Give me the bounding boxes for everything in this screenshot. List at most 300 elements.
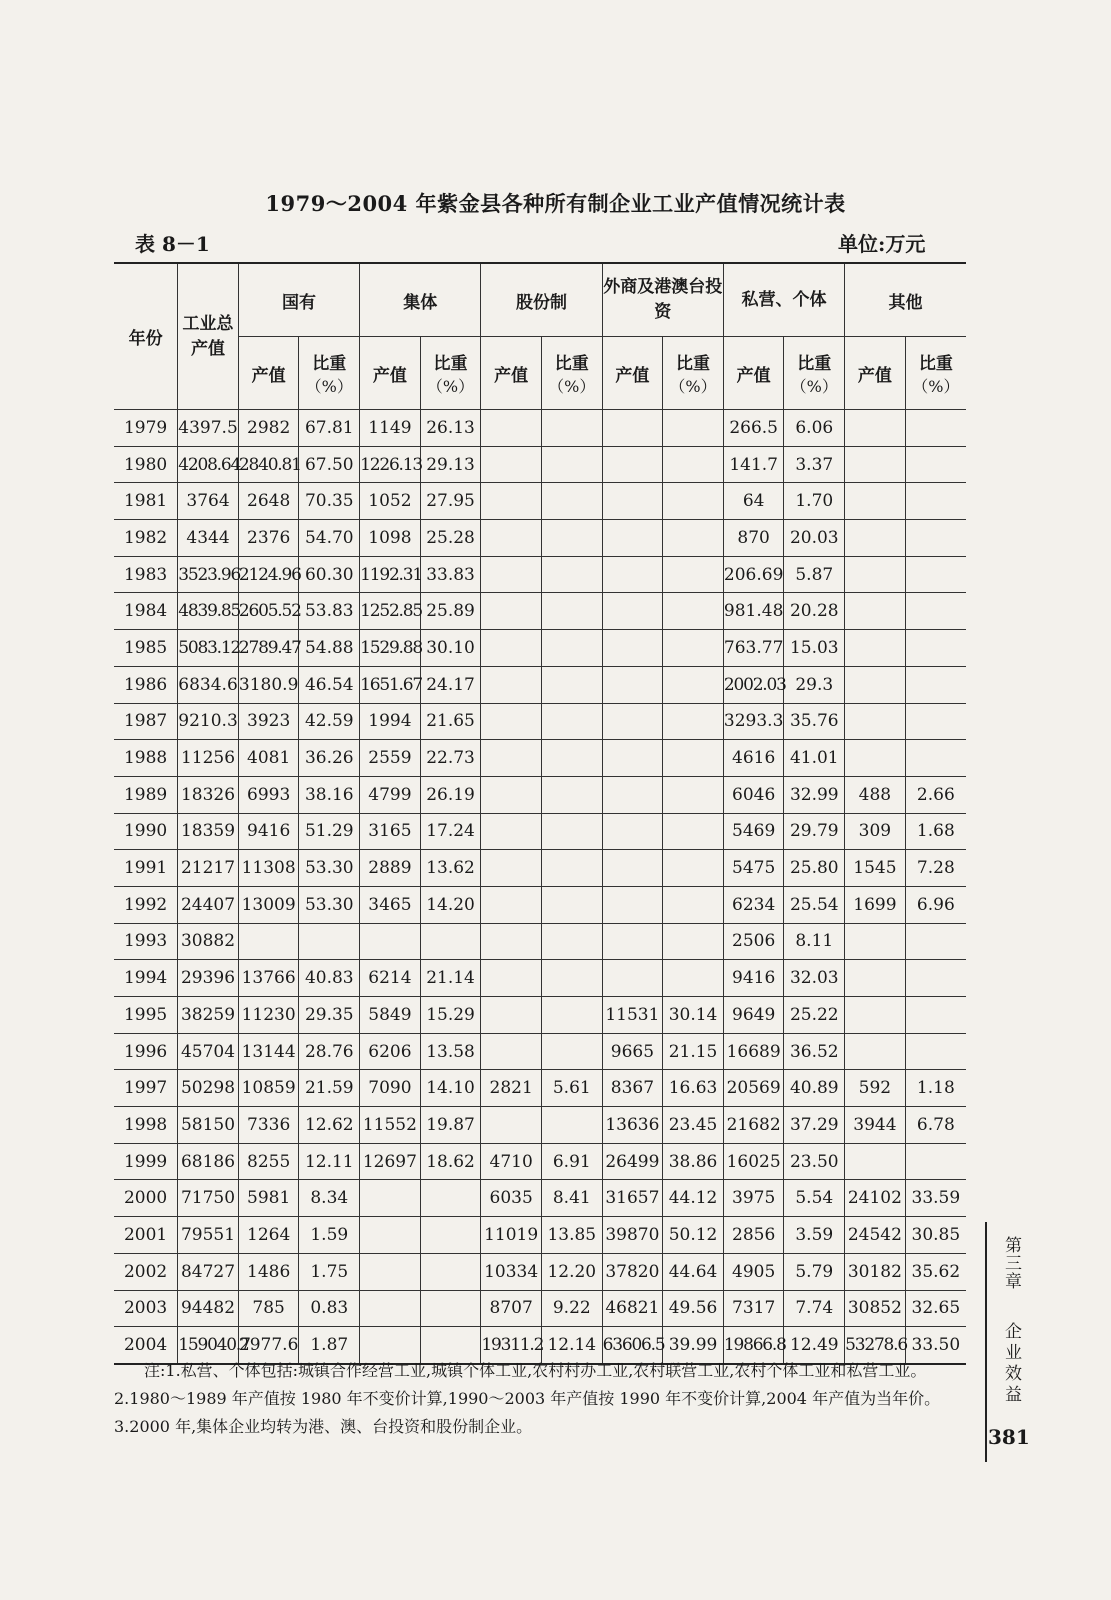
value-cell	[481, 923, 542, 960]
value-cell	[663, 483, 724, 520]
value-cell: 2821	[481, 1070, 542, 1107]
value-cell: 2889	[360, 850, 421, 887]
value-cell: 29.79	[784, 813, 845, 850]
year-cell: 1994	[114, 960, 178, 997]
value-cell: 592	[845, 1070, 906, 1107]
value-cell: 2.66	[905, 776, 966, 813]
year-cell: 1989	[114, 776, 178, 813]
year-cell: 1996	[114, 1033, 178, 1070]
value-cell: 2648	[238, 483, 299, 520]
value-cell: 58150	[178, 1107, 239, 1144]
value-cell: 21.15	[663, 1033, 724, 1070]
year-cell: 1981	[114, 483, 178, 520]
value-cell: 23.50	[784, 1143, 845, 1180]
value-cell: 33.50	[905, 1327, 966, 1364]
value-cell: 11230	[238, 997, 299, 1034]
value-cell: 11552	[360, 1107, 421, 1144]
value-cell	[360, 1253, 421, 1290]
value-cell: 27.95	[420, 483, 481, 520]
value-cell: 68186	[178, 1143, 239, 1180]
value-cell	[905, 1033, 966, 1070]
value-cell: 5.54	[784, 1180, 845, 1217]
value-cell	[360, 923, 421, 960]
value-cell: 28.76	[299, 1033, 360, 1070]
value-cell: 2506	[723, 923, 784, 960]
subheader-value: 产值	[723, 337, 784, 410]
value-cell: 39.99	[663, 1327, 724, 1364]
value-cell: 16689	[723, 1033, 784, 1070]
value-cell: 19866.8	[723, 1327, 784, 1364]
value-cell: 7317	[723, 1290, 784, 1327]
value-cell	[663, 776, 724, 813]
value-cell: 84727	[178, 1253, 239, 1290]
value-cell: 26499	[602, 1143, 663, 1180]
section-label: 企业效益	[1001, 1322, 1021, 1406]
value-cell	[541, 703, 602, 740]
value-cell: 3.37	[784, 446, 845, 483]
value-cell	[663, 813, 724, 850]
year-cell: 2001	[114, 1217, 178, 1254]
value-cell	[360, 1290, 421, 1327]
value-cell: 40.83	[299, 960, 360, 997]
subheader-share	[420, 337, 481, 410]
value-cell: 19.87	[420, 1107, 481, 1144]
value-cell: 37.29	[784, 1107, 845, 1144]
table-row	[114, 1070, 966, 1107]
value-cell	[602, 483, 663, 520]
value-cell: 26.19	[420, 776, 481, 813]
subheader-percent-unit: （%）	[305, 377, 353, 396]
year-cell: 1982	[114, 520, 178, 557]
value-cell: 4616	[723, 740, 784, 777]
value-cell: 1149	[360, 410, 421, 447]
year-cell: 1983	[114, 556, 178, 593]
header-group-shareholding: 股份制	[481, 263, 602, 337]
value-cell	[845, 1033, 906, 1070]
value-cell: 4344	[178, 520, 239, 557]
table-body	[114, 410, 966, 1364]
value-cell: 37820	[602, 1253, 663, 1290]
value-cell: 44.12	[663, 1180, 724, 1217]
value-cell: 12.62	[299, 1107, 360, 1144]
value-cell: 24542	[845, 1217, 906, 1254]
value-cell: 8255	[238, 1143, 299, 1180]
value-cell: 9649	[723, 997, 784, 1034]
value-cell: 7.74	[784, 1290, 845, 1327]
value-cell: 4799	[360, 776, 421, 813]
value-cell: 21682	[723, 1107, 784, 1144]
value-cell: 9416	[723, 960, 784, 997]
value-cell: 29.13	[420, 446, 481, 483]
value-cell	[663, 850, 724, 887]
value-cell: 488	[845, 776, 906, 813]
value-cell	[541, 776, 602, 813]
subheader-share-label: 比重	[554, 354, 589, 374]
subheader-share	[299, 337, 360, 410]
value-cell: 16.63	[663, 1070, 724, 1107]
value-cell: 94482	[178, 1290, 239, 1327]
value-cell	[905, 960, 966, 997]
value-cell: 159040.7	[178, 1327, 239, 1364]
value-cell: 51.29	[299, 813, 360, 850]
page-number: 381	[988, 1425, 1030, 1449]
value-cell	[481, 703, 542, 740]
value-cell: 2124.96	[238, 556, 299, 593]
value-cell: 12.11	[299, 1143, 360, 1180]
value-cell: 20.28	[784, 593, 845, 630]
value-cell: 7336	[238, 1107, 299, 1144]
subheader-value: 产值	[360, 337, 421, 410]
value-cell: 50.12	[663, 1217, 724, 1254]
value-cell	[663, 630, 724, 667]
table-row	[114, 410, 966, 447]
value-cell: 30182	[845, 1253, 906, 1290]
value-cell: 6.78	[905, 1107, 966, 1144]
value-cell	[541, 630, 602, 667]
value-cell: 33.59	[905, 1180, 966, 1217]
value-cell: 8.34	[299, 1180, 360, 1217]
value-cell	[663, 923, 724, 960]
value-cell: 5.61	[541, 1070, 602, 1107]
value-cell	[663, 520, 724, 557]
value-cell: 6.91	[541, 1143, 602, 1180]
subheader-share-label: 比重	[676, 354, 711, 374]
value-cell: 49.56	[663, 1290, 724, 1327]
value-cell: 20.03	[784, 520, 845, 557]
value-cell: 23.45	[663, 1107, 724, 1144]
value-cell	[481, 410, 542, 447]
year-cell: 2002	[114, 1253, 178, 1290]
table-row	[114, 1253, 966, 1290]
value-cell	[602, 520, 663, 557]
value-cell	[602, 446, 663, 483]
value-cell	[481, 813, 542, 850]
table-row	[114, 630, 966, 667]
table-number: 表 8－1	[135, 232, 210, 256]
value-cell: 29.35	[299, 997, 360, 1034]
value-cell: 2376	[238, 520, 299, 557]
subheader-percent-unit: （%）	[548, 377, 596, 396]
year-cell: 1988	[114, 740, 178, 777]
subheader-share	[663, 337, 724, 410]
value-cell: 3.59	[784, 1217, 845, 1254]
value-cell	[481, 1033, 542, 1070]
value-cell: 9210.3	[178, 703, 239, 740]
year-cell: 1991	[114, 850, 178, 887]
value-cell: 32.03	[784, 960, 845, 997]
value-cell	[602, 960, 663, 997]
value-cell: 5083.12	[178, 630, 239, 667]
table-row	[114, 1180, 966, 1217]
value-cell	[541, 483, 602, 520]
value-cell: 4208.64	[178, 446, 239, 483]
value-cell	[299, 923, 360, 960]
value-cell: 2605.52	[238, 593, 299, 630]
value-cell: 6834.6	[178, 666, 239, 703]
value-cell	[420, 1180, 481, 1217]
value-cell	[602, 703, 663, 740]
value-cell: 763.77	[723, 630, 784, 667]
value-cell: 5981	[238, 1180, 299, 1217]
value-cell: 1.18	[905, 1070, 966, 1107]
value-cell	[602, 813, 663, 850]
value-cell	[845, 960, 906, 997]
table-row	[114, 666, 966, 703]
value-cell	[845, 410, 906, 447]
subheader-share-label: 比重	[312, 354, 347, 374]
value-cell	[602, 666, 663, 703]
value-cell: 11308	[238, 850, 299, 887]
value-cell: 36.26	[299, 740, 360, 777]
year-cell: 1992	[114, 886, 178, 923]
year-cell: 1999	[114, 1143, 178, 1180]
value-cell: 21.65	[420, 703, 481, 740]
value-cell	[481, 446, 542, 483]
table-row	[114, 446, 966, 483]
value-cell: 3923	[238, 703, 299, 740]
value-cell: 309	[845, 813, 906, 850]
year-cell: 1986	[114, 666, 178, 703]
value-cell: 2982	[238, 410, 299, 447]
value-cell	[481, 740, 542, 777]
value-cell: 14.10	[420, 1070, 481, 1107]
value-cell	[481, 886, 542, 923]
value-cell: 1.68	[905, 813, 966, 850]
value-cell: 1651.67	[360, 666, 421, 703]
subheader-percent-unit: （%）	[669, 377, 717, 396]
value-cell: 50298	[178, 1070, 239, 1107]
value-cell	[845, 446, 906, 483]
value-cell: 39870	[602, 1217, 663, 1254]
value-cell: 63606.5	[602, 1327, 663, 1364]
value-cell	[845, 740, 906, 777]
value-cell: 2840.81	[238, 446, 299, 483]
value-cell: 1.59	[299, 1217, 360, 1254]
subheader-share	[541, 337, 602, 410]
value-cell: 38.16	[299, 776, 360, 813]
value-cell: 35.76	[784, 703, 845, 740]
value-cell	[481, 666, 542, 703]
value-cell: 25.22	[784, 997, 845, 1034]
value-cell: 1.75	[299, 1253, 360, 1290]
header-group-foreign: 外商及港澳台投资	[602, 263, 723, 337]
value-cell: 44.64	[663, 1253, 724, 1290]
value-cell: 7090	[360, 1070, 421, 1107]
value-cell: 9416	[238, 813, 299, 850]
chapter-label: 第三章	[1001, 1236, 1021, 1290]
year-cell: 1987	[114, 703, 178, 740]
value-cell: 1.87	[299, 1327, 360, 1364]
value-cell: 29396	[178, 960, 239, 997]
value-cell: 1252.85	[360, 593, 421, 630]
table-row	[114, 520, 966, 557]
value-cell	[905, 410, 966, 447]
value-cell: 11256	[178, 740, 239, 777]
value-cell: 12.49	[784, 1327, 845, 1364]
value-cell: 40.89	[784, 1070, 845, 1107]
value-cell: 13.85	[541, 1217, 602, 1254]
table-row	[114, 740, 966, 777]
value-cell: 1192.31	[360, 556, 421, 593]
header-total-output: 工业总产值	[178, 263, 239, 410]
value-cell: 3465	[360, 886, 421, 923]
subheader-share	[784, 337, 845, 410]
value-cell: 18.62	[420, 1143, 481, 1180]
table-row	[114, 923, 966, 960]
value-cell: 64	[723, 483, 784, 520]
value-cell: 6206	[360, 1033, 421, 1070]
value-cell: 25.54	[784, 886, 845, 923]
value-cell: 20569	[723, 1070, 784, 1107]
value-cell: 141.7	[723, 446, 784, 483]
subheader-value: 产值	[845, 337, 906, 410]
value-cell	[481, 960, 542, 997]
value-cell: 60.30	[299, 556, 360, 593]
header-group-collective: 集体	[360, 263, 481, 337]
value-cell: 8367	[602, 1070, 663, 1107]
value-cell: 53.83	[299, 593, 360, 630]
value-cell: 19311.2	[481, 1327, 542, 1364]
value-cell: 1699	[845, 886, 906, 923]
value-cell: 9665	[602, 1033, 663, 1070]
value-cell: 3180.9	[238, 666, 299, 703]
value-cell: 53278.6	[845, 1327, 906, 1364]
value-cell	[602, 593, 663, 630]
value-cell	[481, 850, 542, 887]
value-cell: 3975	[723, 1180, 784, 1217]
value-cell: 41.01	[784, 740, 845, 777]
value-cell: 13.58	[420, 1033, 481, 1070]
table-row	[114, 1290, 966, 1327]
year-cell: 1979	[114, 410, 178, 447]
value-cell	[541, 666, 602, 703]
value-cell: 11531	[602, 997, 663, 1034]
value-cell: 5469	[723, 813, 784, 850]
value-cell	[541, 923, 602, 960]
value-cell: 17.24	[420, 813, 481, 850]
value-cell: 1098	[360, 520, 421, 557]
value-cell: 54.70	[299, 520, 360, 557]
value-cell: 10859	[238, 1070, 299, 1107]
year-cell: 1995	[114, 997, 178, 1034]
table-row	[114, 850, 966, 887]
value-cell	[845, 483, 906, 520]
subheader-value: 产值	[238, 337, 299, 410]
value-cell: 13009	[238, 886, 299, 923]
subheader-share-label: 比重	[797, 354, 832, 374]
value-cell	[481, 556, 542, 593]
value-cell	[420, 1217, 481, 1254]
value-cell: 3293.3	[723, 703, 784, 740]
value-cell	[481, 520, 542, 557]
value-cell: 53.30	[299, 850, 360, 887]
year-cell: 1980	[114, 446, 178, 483]
value-cell: 1486	[238, 1253, 299, 1290]
value-cell	[845, 593, 906, 630]
value-cell	[905, 593, 966, 630]
value-cell	[420, 923, 481, 960]
value-cell: 21.59	[299, 1070, 360, 1107]
value-cell	[845, 666, 906, 703]
value-cell: 6.06	[784, 410, 845, 447]
value-cell: 30.10	[420, 630, 481, 667]
value-cell	[541, 446, 602, 483]
value-cell: 24.17	[420, 666, 481, 703]
value-cell: 13766	[238, 960, 299, 997]
year-cell: 1993	[114, 923, 178, 960]
value-cell: 24102	[845, 1180, 906, 1217]
value-cell: 54.88	[299, 630, 360, 667]
table-row	[114, 776, 966, 813]
table-row	[114, 556, 966, 593]
value-cell	[845, 923, 906, 960]
value-cell	[905, 630, 966, 667]
value-cell: 8.41	[541, 1180, 602, 1217]
value-cell: 70.35	[299, 483, 360, 520]
table-note: 注:1.私营、个体包括:城镇合作经营工业,城镇个体工业,农村村办工业,农村联营工业,农村个体工业和私营工业。2.1980～1989 年产值按 1980 年不变价计算,1990～2003 年产值按 1990 年不变价计算,2004 年产值为当年价。3.2000 年,集体企业均转为港、澳、台投资和股份制企业。	[114, 1361, 941, 1436]
value-cell: 16025	[723, 1143, 784, 1180]
value-cell: 25.28	[420, 520, 481, 557]
subheader-percent-unit: （%）	[426, 377, 475, 396]
subheader-row	[114, 337, 966, 410]
value-cell: 30.85	[905, 1217, 966, 1254]
value-cell	[663, 703, 724, 740]
value-cell: 3764	[178, 483, 239, 520]
value-cell: 30852	[845, 1290, 906, 1327]
value-cell: 9.22	[541, 1290, 602, 1327]
value-cell: 13.62	[420, 850, 481, 887]
value-cell: 2789.47	[238, 630, 299, 667]
value-cell: 6046	[723, 776, 784, 813]
table-row	[114, 997, 966, 1034]
value-cell: 4397.5	[178, 410, 239, 447]
value-cell: 206.69	[723, 556, 784, 593]
value-cell	[481, 776, 542, 813]
value-cell: 7.28	[905, 850, 966, 887]
value-cell	[905, 556, 966, 593]
value-cell	[602, 850, 663, 887]
value-cell	[541, 813, 602, 850]
table-row	[114, 483, 966, 520]
value-cell	[481, 593, 542, 630]
value-cell: 1226.13	[360, 446, 421, 483]
value-cell: 10334	[481, 1253, 542, 1290]
value-cell	[602, 923, 663, 960]
value-cell: 785	[238, 1290, 299, 1327]
value-cell: 266.5	[723, 410, 784, 447]
value-cell: 18359	[178, 813, 239, 850]
value-cell	[663, 410, 724, 447]
value-cell	[602, 556, 663, 593]
value-cell: 38.86	[663, 1143, 724, 1180]
table-row	[114, 1217, 966, 1254]
value-cell: 3165	[360, 813, 421, 850]
value-cell: 1264	[238, 1217, 299, 1254]
value-cell: 2977.6	[238, 1327, 299, 1364]
value-cell: 5.79	[784, 1253, 845, 1290]
value-cell	[481, 997, 542, 1034]
value-cell: 33.83	[420, 556, 481, 593]
value-cell: 1052	[360, 483, 421, 520]
value-cell: 38259	[178, 997, 239, 1034]
value-cell	[845, 556, 906, 593]
value-cell	[602, 740, 663, 777]
value-cell	[238, 923, 299, 960]
unit-label: 单位:万元	[838, 232, 926, 256]
value-cell	[541, 520, 602, 557]
value-cell	[845, 997, 906, 1034]
value-cell	[905, 483, 966, 520]
